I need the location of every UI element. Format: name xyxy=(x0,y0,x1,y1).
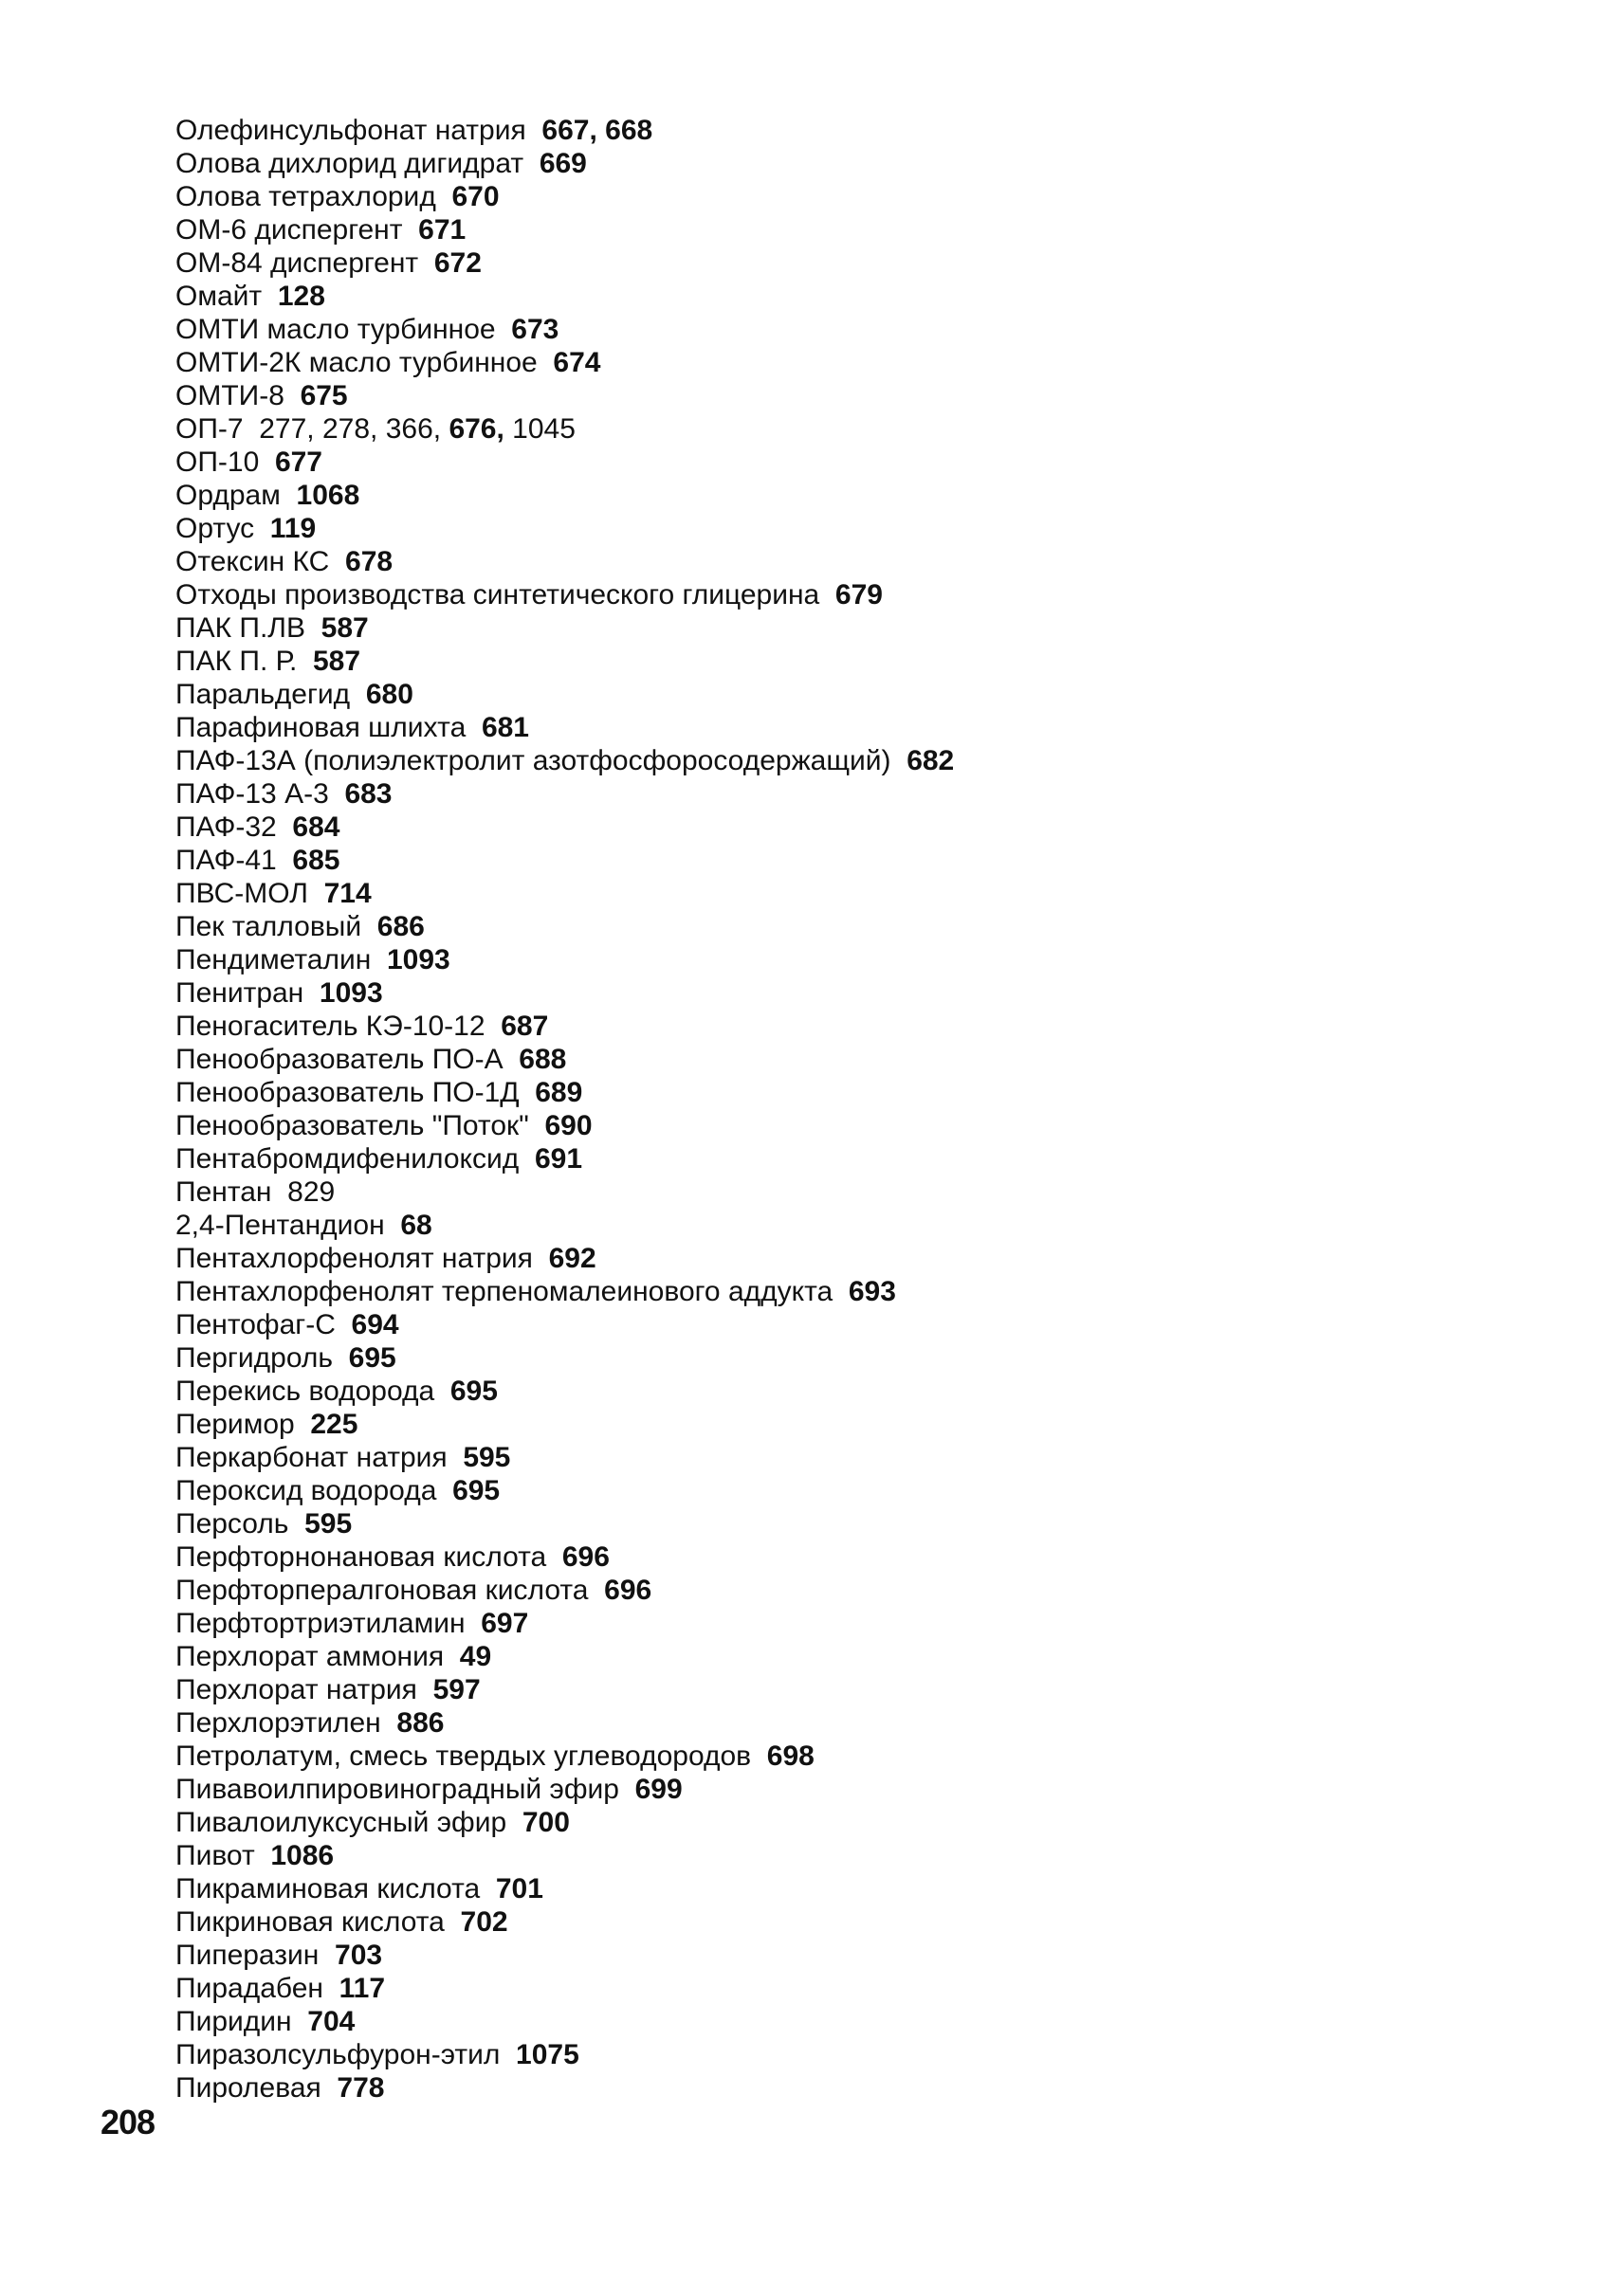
index-entry xyxy=(175,1507,1503,1540)
entry-main-page-ref: 1068 xyxy=(296,480,360,511)
entry-term: ПАК П. Р. xyxy=(175,646,298,677)
entry-main-page-ref: 587 xyxy=(312,646,361,677)
entry-term: Пивалоилуксусный эфир xyxy=(175,1807,507,1838)
index-entry xyxy=(175,1109,1503,1142)
entry-term: Перекись водорода xyxy=(175,1376,435,1407)
entry-term: Пенитран xyxy=(175,977,304,1009)
entry-main-page-ref: 667, 668 xyxy=(541,115,653,146)
index-entry xyxy=(175,1574,1503,1607)
entry-main-page-ref: 693 xyxy=(848,1276,896,1307)
index-entry xyxy=(175,1242,1503,1275)
entry-main-page-ref: 695 xyxy=(452,1475,501,1506)
index-entry xyxy=(175,1175,1503,1209)
entry-term: ОМ-6 диспергент xyxy=(175,214,403,246)
entry-term: Пентабромдифенилоксид xyxy=(175,1143,520,1175)
index-entry xyxy=(175,1209,1503,1242)
index-entry xyxy=(175,1375,1503,1408)
entry-main-page-ref: 699 xyxy=(634,1774,683,1805)
index-entry xyxy=(175,1043,1503,1076)
index-entry xyxy=(175,1142,1503,1175)
entry-term: ПАК П.ЛВ xyxy=(175,612,305,644)
entry-main-page-ref: 679 xyxy=(834,579,883,610)
index-entry xyxy=(175,545,1503,578)
index-entry xyxy=(175,1905,1503,1939)
index-entry xyxy=(175,1972,1503,2005)
entry-term: Отексин КС xyxy=(175,546,330,577)
index-entry xyxy=(175,1010,1503,1043)
entry-main-page-ref: 680 xyxy=(365,679,413,710)
index-entry xyxy=(175,645,1503,678)
entry-term: Перхлорат натрия xyxy=(175,1674,417,1705)
entry-term: Пиролевая xyxy=(175,2072,321,2104)
entry-main-page-ref: 703 xyxy=(335,1940,383,1971)
entry-term: 2,4-Пентандион xyxy=(175,1210,385,1241)
index-entry xyxy=(175,976,1503,1010)
entry-main-page-ref: 778 xyxy=(337,2072,385,2104)
entry-main-page-ref: 681 xyxy=(481,712,529,743)
entry-term: Пиперазин xyxy=(175,1940,320,1971)
index-entry xyxy=(175,2038,1503,2071)
entry-term: Перимор xyxy=(175,1409,295,1440)
index-entry xyxy=(175,877,1503,910)
entry-term: ОМТИ-8 xyxy=(175,380,284,411)
entry-main-page-ref: 678 xyxy=(345,546,394,577)
entry-page-refs: 829 xyxy=(287,1176,336,1208)
index-entry xyxy=(175,1839,1503,1872)
entry-main-page-ref: 714 xyxy=(323,878,372,909)
entry-term: ПВС-МОЛ xyxy=(175,878,308,909)
entry-term: Перкарбонат натрия xyxy=(175,1442,448,1473)
index-entry xyxy=(175,180,1503,213)
index-entry xyxy=(175,147,1503,180)
entry-term: Отходы производства синтетического глицерина xyxy=(175,579,820,610)
entry-term: ПАФ-13 А-3 xyxy=(175,778,329,810)
index-entry xyxy=(175,1275,1503,1308)
index-entry xyxy=(175,744,1503,777)
index-entry xyxy=(175,114,1503,147)
entry-term: ОМ-84 диспергент xyxy=(175,247,419,279)
entry-main-page-ref: 695 xyxy=(449,1376,498,1407)
entry-term: Олова тетрахлорид xyxy=(175,181,436,212)
index-entry xyxy=(175,1740,1503,1773)
index-entry xyxy=(175,1408,1503,1441)
entry-term: Перфторнонановая кислота xyxy=(175,1541,547,1573)
entry-term: Паральдегид xyxy=(175,679,351,710)
entry-term: Пентахлорфенолят натрия xyxy=(175,1243,533,1274)
index-entry xyxy=(175,1540,1503,1574)
entry-main-page-ref: 696 xyxy=(561,1541,610,1573)
entry-main-page-ref: 1093 xyxy=(319,977,383,1009)
index-entry xyxy=(175,943,1503,976)
entry-main-page-ref: 595 xyxy=(304,1508,353,1540)
index-entry xyxy=(175,611,1503,645)
entry-main-page-ref: 695 xyxy=(348,1342,396,1374)
entry-main-page-ref: 1093 xyxy=(386,944,450,975)
entry-term: Пероксид водорода xyxy=(175,1475,437,1506)
entry-term: Пендиметалин xyxy=(175,944,372,975)
entry-main-page-ref: 698 xyxy=(766,1740,815,1772)
entry-main-page-ref: 68 xyxy=(400,1210,432,1241)
entry-term: Парафиновая шлихта xyxy=(175,712,467,743)
entry-term: ПАФ-13А (полиэлектролит азотфосфоросодержащий) xyxy=(175,745,891,776)
entry-term: Пентахлорфенолят терпеномалеинового аддукта xyxy=(175,1276,833,1307)
entry-main-page-ref: 672 xyxy=(433,247,482,279)
entry-main-page-ref: 671 xyxy=(418,214,467,246)
index-entry xyxy=(175,1939,1503,1972)
index-entry xyxy=(175,2005,1503,2038)
entry-main-page-ref: 225 xyxy=(310,1409,358,1440)
index-entry xyxy=(175,844,1503,877)
entry-main-page-ref: 1086 xyxy=(270,1840,335,1871)
entry-term: Перфторпералгоновая кислота xyxy=(175,1575,589,1606)
entry-term: Пикриновая кислота xyxy=(175,1906,445,1938)
entry-term: Омайт xyxy=(175,281,263,312)
entry-main-page-ref: 704 xyxy=(307,2006,356,2037)
entry-main-page-ref: 700 xyxy=(522,1807,570,1838)
entry-term: Петролатум, смесь твердых углеводородов xyxy=(175,1740,752,1772)
entry-term: Олефинсульфонат натрия xyxy=(175,115,526,146)
entry-main-page-ref: 674 xyxy=(553,347,601,378)
entry-main-page-ref: 690 xyxy=(544,1110,593,1141)
entry-main-page-ref: 119 xyxy=(269,513,317,544)
index-entry xyxy=(175,1773,1503,1806)
index-entry xyxy=(175,479,1503,512)
index-entry xyxy=(175,1441,1503,1474)
index-entry xyxy=(175,1673,1503,1706)
index-entry xyxy=(175,578,1503,611)
entry-main-page-ref: 696 xyxy=(604,1575,652,1606)
entry-main-page-ref: 688 xyxy=(519,1044,567,1075)
index-entry xyxy=(175,512,1503,545)
entry-term: Пенообразователь "Поток" xyxy=(175,1110,529,1141)
index-list xyxy=(175,114,1503,2105)
entry-term: Перхлорэтилен xyxy=(175,1707,381,1739)
index-entry xyxy=(175,412,1503,446)
index-entry xyxy=(175,1640,1503,1673)
entry-main-page-ref: 701 xyxy=(495,1873,543,1904)
index-entry xyxy=(175,1706,1503,1740)
entry-term: ОП-7 xyxy=(175,413,244,445)
index-entry xyxy=(175,313,1503,346)
index-entry xyxy=(175,1806,1503,1839)
entry-page-refs: 277, 278, 366, xyxy=(259,413,442,445)
entry-page-refs-after: 1045 xyxy=(512,413,576,445)
entry-term: Пивот xyxy=(175,1840,255,1871)
entry-main-page-ref: 675 xyxy=(300,380,348,411)
index-entry xyxy=(175,910,1503,943)
entry-term: Пентан xyxy=(175,1176,272,1208)
index-entry xyxy=(175,711,1503,744)
index-entry xyxy=(175,678,1503,711)
entry-term: Пирадабен xyxy=(175,1973,323,2004)
index-entry xyxy=(175,2071,1503,2105)
entry-term: ПАФ-32 xyxy=(175,811,277,843)
index-entry xyxy=(175,280,1503,313)
entry-main-page-ref: 683 xyxy=(344,778,393,810)
entry-main-page-ref: 676, xyxy=(449,413,504,445)
entry-main-page-ref: 673 xyxy=(511,314,559,345)
entry-main-page-ref: 1075 xyxy=(516,2039,579,2070)
index-entry xyxy=(175,379,1503,412)
entry-main-page-ref: 669 xyxy=(539,148,587,179)
index-entry xyxy=(175,346,1503,379)
index-entry xyxy=(175,246,1503,280)
index-entry xyxy=(175,777,1503,811)
entry-main-page-ref: 587 xyxy=(321,612,369,644)
entry-main-page-ref: 697 xyxy=(481,1608,529,1639)
index-entry xyxy=(175,1076,1503,1109)
index-entry xyxy=(175,1872,1503,1905)
entry-term: Пиразолсульфурон-этил xyxy=(175,2039,501,2070)
entry-main-page-ref: 684 xyxy=(292,811,340,843)
entry-term: ПАФ-41 xyxy=(175,845,277,876)
entry-term: Пеногаситель КЭ-10-12 xyxy=(175,1011,485,1042)
entry-main-page-ref: 670 xyxy=(451,181,500,212)
entry-term: ОП-10 xyxy=(175,446,260,478)
entry-term: Пергидроль xyxy=(175,1342,333,1374)
entry-main-page-ref: 117 xyxy=(339,1973,386,2004)
index-entry xyxy=(175,811,1503,844)
entry-main-page-ref: 692 xyxy=(548,1243,596,1274)
entry-main-page-ref: 702 xyxy=(460,1906,508,1938)
entry-term: Перхлорат аммония xyxy=(175,1641,445,1672)
entry-main-page-ref: 597 xyxy=(432,1674,481,1705)
entry-main-page-ref: 886 xyxy=(396,1707,445,1739)
index-entry xyxy=(175,1474,1503,1507)
entry-main-page-ref: 595 xyxy=(463,1442,511,1473)
index-entry xyxy=(175,1607,1503,1640)
entry-term: Пивавоилпировиноградный эфир xyxy=(175,1774,619,1805)
entry-term: Пикраминовая кислота xyxy=(175,1873,481,1904)
entry-main-page-ref: 128 xyxy=(277,281,325,312)
entry-term: Пенообразователь ПО-1Д xyxy=(175,1077,520,1108)
entry-main-page-ref: 677 xyxy=(274,446,322,478)
entry-term: Ортус xyxy=(175,513,255,544)
entry-main-page-ref: 49 xyxy=(459,1641,492,1672)
entry-term: ОМТИ-2К масло турбинное xyxy=(175,347,538,378)
index-entry xyxy=(175,1341,1503,1375)
entry-term: Олова дихлорид дигидрат xyxy=(175,148,524,179)
entry-term: Пиридин xyxy=(175,2006,292,2037)
entry-term: Пек талловый xyxy=(175,911,362,942)
entry-main-page-ref: 682 xyxy=(907,745,955,776)
entry-term: Пентофаг-С xyxy=(175,1309,336,1340)
entry-term: Пенообразователь ПО-А xyxy=(175,1044,504,1075)
entry-term: ОМТИ масло турбинное xyxy=(175,314,496,345)
entry-main-page-ref: 686 xyxy=(376,911,425,942)
page-number: 208 xyxy=(101,2103,156,2141)
index-entry xyxy=(175,446,1503,479)
entry-main-page-ref: 685 xyxy=(292,845,340,876)
entry-term: Перфтортриэтиламин xyxy=(175,1608,466,1639)
entry-term: Персоль xyxy=(175,1508,289,1540)
entry-main-page-ref: 689 xyxy=(535,1077,583,1108)
index-entry xyxy=(175,213,1503,246)
index-entry xyxy=(175,1308,1503,1341)
entry-main-page-ref: 694 xyxy=(351,1309,399,1340)
entry-main-page-ref: 687 xyxy=(501,1011,549,1042)
entry-term: Ордрам xyxy=(175,480,281,511)
entry-main-page-ref: 691 xyxy=(534,1143,583,1175)
